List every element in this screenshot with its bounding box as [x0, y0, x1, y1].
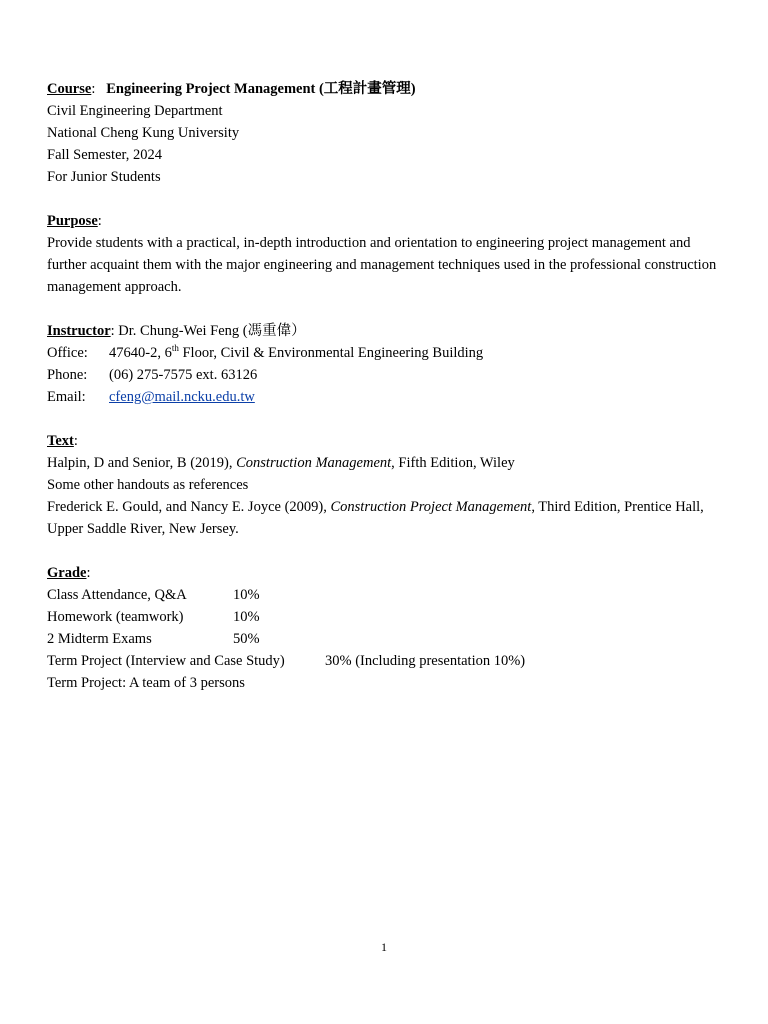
instructor-line: [47, 320, 727, 342]
university: National Cheng Kung University: [47, 125, 240, 141]
text-heading-line: [47, 430, 727, 452]
purpose-heading-line: [47, 210, 727, 232]
grade-colon: :: [86, 565, 91, 581]
team-note: Term Project: A team of 3 persons: [47, 675, 245, 691]
text-heading: Text: [47, 433, 74, 449]
reference-1: [47, 452, 727, 474]
department: Civil Engineering Department: [47, 103, 223, 119]
grade-item-name: Class Attendance, Q&A: [47, 587, 187, 603]
reference-3-edition: , Third Edition, Prentice Hall, Upper Saddle River, New Jersey.: [47, 499, 704, 537]
grade-item-value: 30% (Including presentation 10%): [325, 653, 526, 669]
grade-item-name: 2 Midterm Exams: [47, 631, 152, 647]
grade-item-value: 10%: [233, 609, 260, 625]
text-colon: :: [73, 433, 78, 449]
reference-3-title: Construction Project Management: [330, 499, 532, 515]
phone-label: Phone:: [47, 367, 88, 383]
course-heading: Course: [47, 81, 92, 97]
email-label: Email:: [47, 389, 86, 405]
email-link[interactable]: cfeng@mail.ncku.edu.tw: [109, 389, 255, 405]
reference-2: Some other handouts as references: [47, 477, 249, 493]
reference-1-authors: Halpin, D and Senior, B (2019),: [47, 455, 237, 471]
grade-heading-line: [47, 562, 727, 584]
instructor-name: : Dr. Chung-Wei Feng (馮重偉）: [110, 323, 306, 339]
grade-row: [47, 650, 727, 672]
office-value-sup: th: [171, 343, 179, 354]
spacer: [47, 540, 727, 562]
office-line: [47, 342, 727, 364]
office-value-pre: 47640-2, 6: [109, 345, 172, 361]
office-value-post: Floor, Civil & Environmental Engineering Building: [178, 345, 484, 361]
course-title: Engineering Project Management (工程計畫管理): [106, 81, 416, 97]
reference-1-title: Construction Management: [236, 455, 392, 471]
spacer: [47, 408, 727, 430]
office-label: Office:: [47, 345, 88, 361]
grade-item-value: 10%: [233, 587, 260, 603]
grade-item-name: Homework (teamwork): [47, 609, 184, 625]
phone-line: [47, 364, 727, 386]
page-number: 1: [381, 940, 387, 954]
spacer: [47, 298, 727, 320]
course-colon: :: [91, 81, 96, 97]
syllabus-page: [47, 78, 727, 694]
audience: For Junior Students: [47, 169, 161, 185]
instructor-heading: Instructor: [47, 323, 111, 339]
purpose-colon: :: [97, 213, 102, 229]
grade-item-value: 50%: [233, 631, 260, 647]
email-line: [47, 386, 727, 408]
spacer: [47, 188, 727, 210]
course-line: [47, 78, 727, 100]
grade-item-name: Term Project (Interview and Case Study): [47, 653, 285, 669]
grade-row: [47, 628, 727, 650]
purpose-heading: Purpose: [47, 213, 98, 229]
grade-heading: Grade: [47, 565, 87, 581]
reference-3: [47, 496, 727, 540]
reference-3-authors: Frederick E. Gould, and Nancy E. Joyce (2009),: [47, 499, 331, 515]
grade-row: [47, 584, 727, 606]
reference-1-edition: , Fifth Edition, Wiley: [391, 455, 515, 471]
purpose-text: Provide students with a practical, in-depth introduction and orientation to engineering project management and further acquaint them with the major engineering and management techniques used in the professional construction management approach.: [47, 235, 717, 295]
grade-row: [47, 606, 727, 628]
semester: Fall Semester, 2024: [47, 147, 163, 163]
phone-value: (06) 275-7575 ext. 63126: [109, 367, 258, 383]
